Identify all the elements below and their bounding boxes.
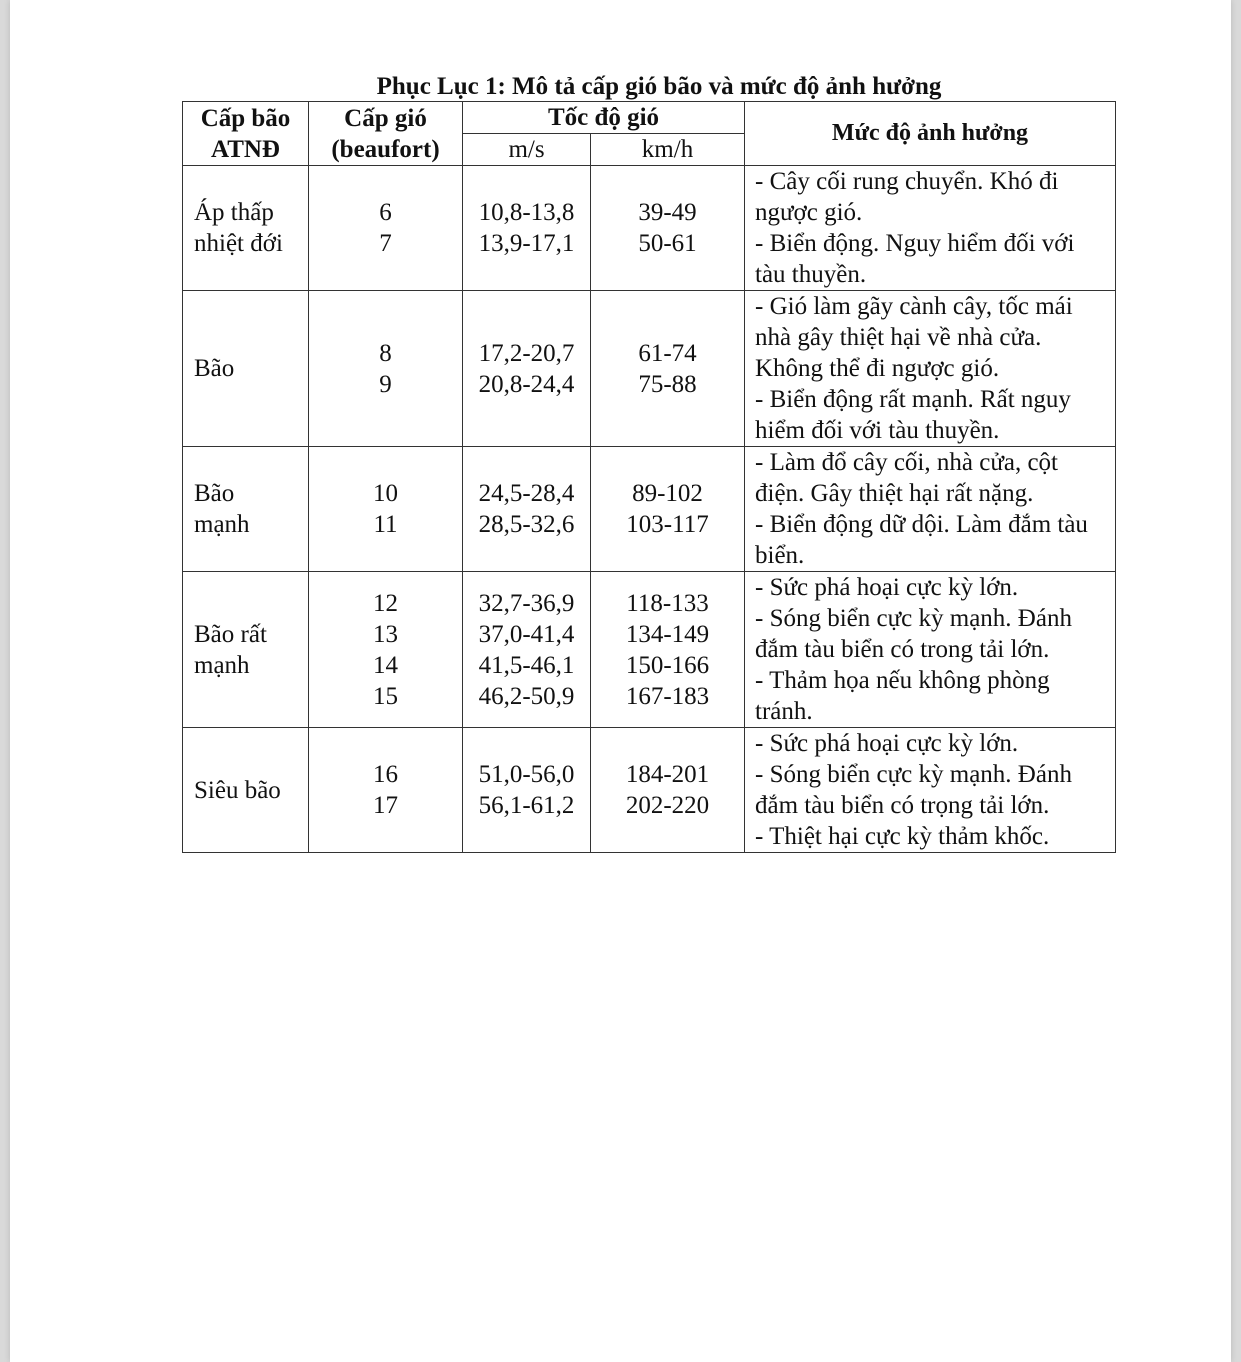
beaufort-cell: 6 7 <box>309 166 463 291</box>
storm-level-cell: Áp thấp nhiệt đới <box>183 166 309 291</box>
impact-cell: - Sức phá hoại cực kỳ lớn. - Sóng biển cực kỳ mạnh. Đánh đắm tàu biển có trong tải lớn. - Thảm họa nếu không phòng tránh. <box>745 572 1116 728</box>
storm-scale-table <box>182 101 1116 853</box>
document-title: Phục Lục 1: Mô tả cấp gió bão và mức độ ảnh hưởng <box>376 73 942 100</box>
header-wind-speed: Tốc độ gió <box>463 102 745 134</box>
beaufort-cell: 16 17 <box>309 728 463 853</box>
speed-kmh-cell: 39-49 50-61 <box>591 166 745 291</box>
speed-ms-cell: 24,5-28,4 28,5-32,6 <box>463 447 591 572</box>
speed-ms-cell: 51,0-56,0 56,1-61,2 <box>463 728 591 853</box>
table-row <box>183 447 1116 572</box>
beaufort-cell: 8 9 <box>309 291 463 447</box>
header-impact: Mức độ ảnh hưởng <box>745 102 1116 166</box>
table-row <box>183 572 1116 728</box>
speed-kmh-cell: 118-133 134-149 150-166 167-183 <box>591 572 745 728</box>
impact-cell: - Làm đổ cây cối, nhà cửa, cột điện. Gây thiệt hại rất nặng. - Biển động dữ dội. Làm đắm tàu biển. <box>745 447 1116 572</box>
impact-cell: - Cây cối rung chuyển. Khó đi ngược gió. - Biển động. Nguy hiểm đối với tàu thuyền. <box>745 166 1116 291</box>
speed-ms-cell: 17,2-20,7 20,8-24,4 <box>463 291 591 447</box>
storm-level-cell: Bão <box>183 291 309 447</box>
storm-level-cell: Bão rất mạnh <box>183 572 309 728</box>
beaufort-cell: 10 11 <box>309 447 463 572</box>
speed-ms-cell: 10,8-13,8 13,9-17,1 <box>463 166 591 291</box>
table-row <box>183 166 1116 291</box>
header-wind-level: Cấp gió (beaufort) <box>309 102 463 166</box>
beaufort-cell: 12 13 14 15 <box>309 572 463 728</box>
storm-level-cell: Siêu bão <box>183 728 309 853</box>
document-page <box>10 0 1231 1362</box>
impact-cell: - Sức phá hoại cực kỳ lớn. - Sóng biển cực kỳ mạnh. Đánh đắm tàu biển có trọng tải lớn. - Thiệt hại cực kỳ thảm khốc. <box>745 728 1116 853</box>
impact-cell: - Gió làm gãy cành cây, tốc mái nhà gây thiệt hại về nhà cửa. Không thể đi ngược gió. - Biển động rất mạnh. Rất nguy hiểm đối với tàu thuyền. <box>745 291 1116 447</box>
speed-kmh-cell: 89-102 103-117 <box>591 447 745 572</box>
storm-level-cell: Bão mạnh <box>183 447 309 572</box>
header-row-1 <box>183 102 1116 134</box>
speed-kmh-cell: 184-201 202-220 <box>591 728 745 853</box>
table-row <box>183 728 1116 853</box>
speed-ms-cell: 32,7-36,9 37,0-41,4 41,5-46,1 46,2-50,9 <box>463 572 591 728</box>
speed-kmh-cell: 61-74 75-88 <box>591 291 745 447</box>
table-body <box>183 166 1116 853</box>
header-unit-ms: m/s <box>463 134 591 166</box>
header-unit-kmh: km/h <box>591 134 745 166</box>
header-storm-level: Cấp bão ATNĐ <box>183 102 309 166</box>
table-row <box>183 291 1116 447</box>
